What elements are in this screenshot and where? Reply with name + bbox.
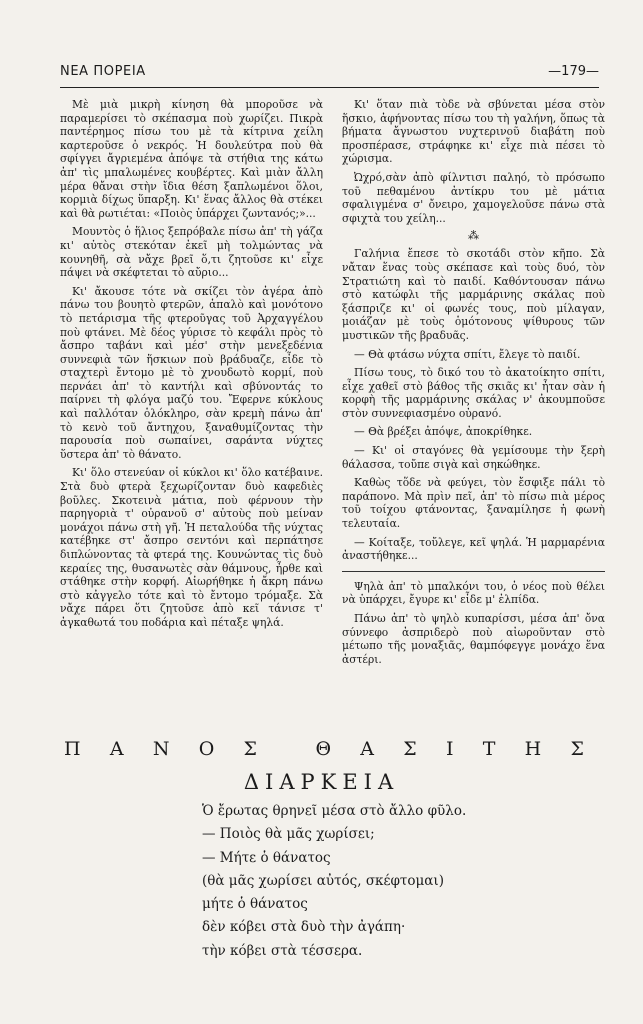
poem-author (64, 738, 584, 760)
paragraph: Ὠχρό,σὰν ἀπὸ φίλντισι παληό, τὸ πρόσωπο τοῦ πεθαμένου ἀντίκρυ του μὲ μάτια σφαλιγμένα σ' ὄνειρο, χαμογελοῦσε πάνω στὰ σφιχτὰ του χείλη... (342, 170, 605, 225)
journal-title: ΝΕΑ ΠΟΡΕΙΑ (60, 64, 146, 79)
paragraph: — Κι' οἱ σταγόνες θὰ γεμίσουμε τὴν ξερὴ θάλασσα, τοὔπε σιγὰ καὶ σηκώθηκε. (342, 444, 605, 471)
paragraph: Μὲ μιὰ μικρὴ κίνηση θὰ μποροῦσε νὰ παραμερίσει τὸ σκέπασμα ποὺ χωρίζει. Πικρὰ παντέρημος πίσω του μὲ τὰ κίτρινα χείλη καρτεροῦσε ὁ νεκρός. Ἡ δουλεύτρα ποὺ θὰ σφίγγει ἄγριεμένα ἀπόψε τὰ στήθια της κάτω ἀπ' τὶς μπαλωμένες κουβέρτες. Καὶ μιὰν ἄλλη μέρα θἄναι στὴν ἴδια θέση ξαπλωμένοι ὅλοι, κορμιὰ δίχως ὕπαρξη. Κι' ἕνας ἄλλος θὰ στέκει καὶ θὰ ρωτιέται: «Ποιὸς ὑπάρχει ζωντανός;»... (60, 98, 323, 220)
author-letter: Α (360, 738, 375, 760)
poem-line: (θὰ μᾶς χωρίσει αὐτός, σκέφτομαι) (202, 872, 444, 889)
paragraph: — Κοίταξε, τοὔλεγε, κεῖ ψηλά. Ἡ μαρμαρένια ἀναστήθηκε... (342, 535, 605, 563)
paragraph: Πίσω τους, τὸ δικό του τὸ ἀκατοίκητο σπίτι, εἶχε χαθεῖ στὸ βάθος τῆς σκιᾶς κι' ἦταν σὰν ἡ κορφὴ τῆς μαρμάρινης σκάλας ν' ἀκουμποῦσε στὸν συννεφιασμένο οὐρανό. (342, 366, 605, 420)
poem-line: — Μήτε ὁ θάνατος (202, 849, 331, 866)
left-column (60, 98, 323, 728)
paragraph: Καθὼς τὅδε νὰ φεύγει, τὸν ἔσφιξε πάλι τὸ παράπονο. Μὰ πρὶν πεῖ, ἀπ' τὸ πίσω πιὰ μέρος τοῦ τοίχου φτάνοντας, ξαναμίλησε ἡ φωνὴ τελευταία. (342, 476, 605, 531)
page-number: —179— (548, 64, 599, 79)
author-letter: Η (524, 738, 542, 760)
poem-title: ΔΙΑΡΚΕΙΑ (243, 770, 400, 794)
author-letter: Ν (152, 738, 170, 760)
paragraph: Κι' ἄκουσε τότε νὰ σκίζει τὸν ἀγέρα ἀπὸ πάνω του βουητὸ φτερῶν, ἁπαλὸ καὶ μονότονο τὸ πετάρισμα τῆς φτεροῦγας τοῦ Ἀρχαγγέλου ποὺ φτάνει. Μὲ δέος γύρισε τὸ κεφάλι πρὸς τὸ ἄσπρο ταβάνι καὶ μέσ' στὴν μενεξεδένια συννεφιὰ τῶν ἥσκιων ποὺ βράδυαζε, εἶδε τὸ σταχτερὶ ἔντομο μὲ τὸ χνουδωτὸ κορμί, ποὺ περνάει ἀπ' τὸ καντήλι καὶ σβύνοντάς το παίρνει τὴ φλόγα μαζύ του. Ἔφερνε κύκλους καὶ παλλόταν ὁλόκληρο, σὰν κρεμὴ πάνω ἀπ' τὸ κενὸ τοῦ ἄντηχου, ξαναθυμίζοντας τὴν παρουσία ποὺ σωπαίνει, σαράντα νύχτες ὕστερα ἀπ' τὸ θάνατο. (60, 284, 323, 461)
paragraph: Ψηλὰ ἀπ' τὸ μπαλκόνι του, ὁ νέος ποὺ θέλει νὰ ὑπάρχει, ἔγυρε κι' εἶδε μ' ἐλπίδα. (342, 579, 605, 607)
story-columns (60, 98, 605, 728)
author-letter: Ι (445, 738, 454, 760)
section-break-asterism: ⁂ (468, 229, 479, 243)
author-letter: Σ (570, 738, 584, 760)
right-column (342, 98, 605, 728)
poem-body (202, 800, 466, 963)
poem-line: δὲν κόβει στὰ δυὸ τὴν ἀγάπη· (202, 919, 406, 936)
author-letter: Π (64, 738, 81, 760)
running-head (60, 64, 599, 79)
poem-line: μήτε ὁ θάνατος (202, 896, 308, 913)
author-letter: Σ (403, 738, 417, 760)
author-letter: Α (109, 738, 124, 760)
paragraph: Μουντὸς ὁ ἥλιος ξεπρόβαλε πίσω ἀπ' τὴ γάζα κι' αὐτὸς στεκόταν ἐκεῖ μὴ τολμώντας νὰ κουνηθῆ, σὰ νἄχε βρεῖ ὅ,τι ζητοῦσε κι' εἶχε πάψει νὰ σκέφτεται τὸ αὔριο... (60, 225, 323, 280)
author-letter: Θ (315, 738, 332, 760)
paragraph: Κι' ὅλο στενεύαν οἱ κύκλοι κι' ὅλο κατέβαινε. Στὰ δυὸ φτερὰ ξεχωρίζονταν δυὸ καφεδιὲς βοῦλες. Σκοτεινὰ μάτια, ποὺ φέρνουν τὴν παρηγοριὰ τ' οὐρανοῦ σ' αὐτοὺς ποὺ μείναν μονάχοι πάνω στὴ γῆ. Ἡ πεταλούδα τῆς νύχτας κατέβηκε στ' ἄσπρο σεντόνι καὶ περπάτησε διπλώνοντας τὰ φτερά της. Κουνώντας τὶς δυὸ κεραίες της, θυσανωτὲς σὰν θάμνους, ἦρθε καὶ στάθηκε στὴν κορφή. Αἰωρήθηκε ἡ ἄκρη πάνω στὸ κἀγγελο τότε καὶ τὸ ἔντομο τρόμαξε. Σὰ νἄχε πάρει ὅτι ζητοῦσε ἀπὸ κεῖ τάνισε τ' ἀγκαθωτά του ποδάρια καὶ πέταξε ψηλά. (60, 466, 323, 629)
poem-line: — Ποιὸς θὰ μᾶς χωρίσει; (202, 826, 375, 843)
poem-line: Ὁ ἔρωτας θρηνεῖ μέσα στὸ ἄλλο φῦλο. (202, 803, 467, 819)
paragraph: — Θὰ φτάσω νύχτα σπίτι, ἔλεγε τὸ παιδί. (354, 347, 581, 361)
author-letter: Ο (198, 738, 215, 760)
paragraph: — Θὰ βρέξει ἀπόψε, ἀποκρίθηκε. (354, 425, 533, 439)
paragraph: Πάνω ἀπ' τὸ ψηλὸ κυπαρίσσι, μέσα ἀπ' ὄνα σύννεφο ἀσπριδερὸ ποὺ αἰωροῦνταν στὸ μέτωπο τῆς μοναξιᾶς, θαμπόφεγγε μονάχο ἕνα ἀστέρι. (342, 612, 605, 666)
paragraph: Κι' ὅταν πιὰ τὸδε νὰ σβύνεται μέσα στὸν ἥσκιο, ἀφήνοντας πίσω του τὴ γαλήνη, ὅπως τὰ βήματα ἄγνωστου νυχτερινοῦ διαβάτη ποὺ προσπέρασε, στράφηκε κι' εἶχε πιὰ πέσει τὸ χώρισμα. (342, 98, 605, 166)
header-rule (60, 87, 599, 88)
author-letter: Τ (482, 738, 496, 760)
section-separator-rule (342, 571, 605, 572)
poem-line: τὴν κόβει στὰ τέσσερα. (202, 942, 363, 959)
paragraph: Γαλήνια ἔπεσε τὸ σκοτάδι στὸν κῆπο. Σὰ νἄταν ἕνας τοὺς σκέπασε καὶ τοὺς δυό, τὸν Στρατιώτη καὶ τὸ παιδί. Καθόντουσαν πάνω στὸ κατώφλι τῆς μαρμάρινης σκάλας ποὺ ξάσπριζε κι' οἱ φωνές τους, ποὺ μίλαγαν, μοιάζαν μὲ τοὺς ὁμότονους ψίθυρους τῶν μυστικῶν τῆς βραδυᾶς. (342, 247, 605, 342)
author-letter: Σ (243, 738, 257, 760)
